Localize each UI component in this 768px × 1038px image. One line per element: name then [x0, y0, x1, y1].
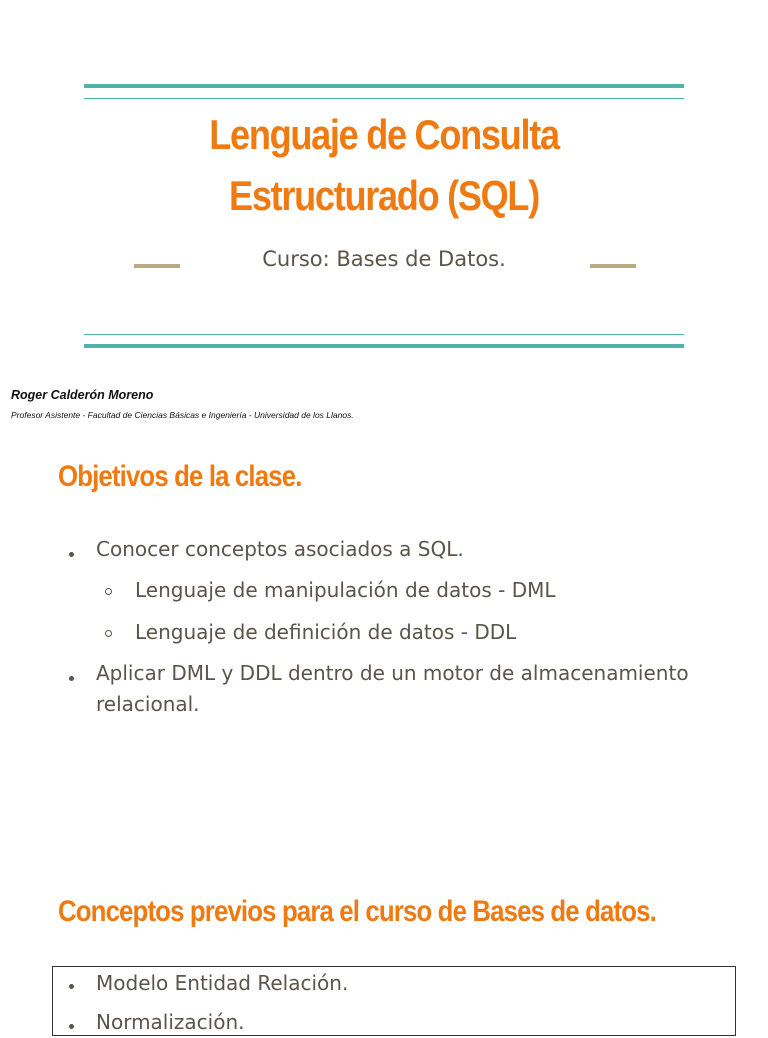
- bullet-icon: [69, 676, 74, 681]
- bullet-icon: [69, 552, 74, 557]
- author-name: Roger Calderón Moreno: [11, 388, 154, 402]
- top-rule-thick: [84, 84, 684, 88]
- author-role: Profesor Asistente - Facultad de Ciencias Básicas e Ingeniería - Universidad de los Llanos.: [11, 410, 354, 420]
- slide-title-line-1: Lenguaje de Consulta: [209, 111, 559, 158]
- objective-item-1: Conocer conceptos asociados a SQL.: [96, 537, 464, 561]
- objective-subitem-ddl: Lenguaje de definición de datos - DDL: [135, 620, 517, 644]
- top-rule-thin: [84, 98, 684, 99]
- slide-subtitle: Curso: Bases de Datos.: [262, 247, 506, 271]
- objective-subitem-dml: Lenguaje de manipulación de datos - DML: [135, 578, 556, 602]
- bottom-rule-thick: [84, 344, 684, 348]
- concept-item-2: Normalización.: [96, 1010, 245, 1034]
- objective-item-2-line-1: Aplicar DML y DDL dentro de un motor de almacenamiento: [96, 661, 689, 685]
- slide-title-line-2: Estructurado (SQL): [229, 172, 539, 219]
- concept-item-1: Modelo Entidad Relación.: [96, 971, 349, 995]
- sub-bullet-icon: [105, 588, 112, 595]
- left-accent-dash: [134, 264, 180, 268]
- bullet-icon: [69, 1024, 74, 1029]
- concepts-box: [52, 966, 736, 1036]
- objective-item-2-line-2: relacional.: [96, 692, 200, 716]
- concepts-heading: Conceptos previos para el curso de Bases de datos.: [58, 895, 656, 928]
- bullet-icon: [69, 984, 74, 989]
- objectives-heading: Objetivos de la clase.: [58, 460, 302, 493]
- sub-bullet-icon: [105, 630, 112, 637]
- right-accent-dash: [590, 264, 636, 268]
- bottom-rule-thin: [84, 334, 684, 335]
